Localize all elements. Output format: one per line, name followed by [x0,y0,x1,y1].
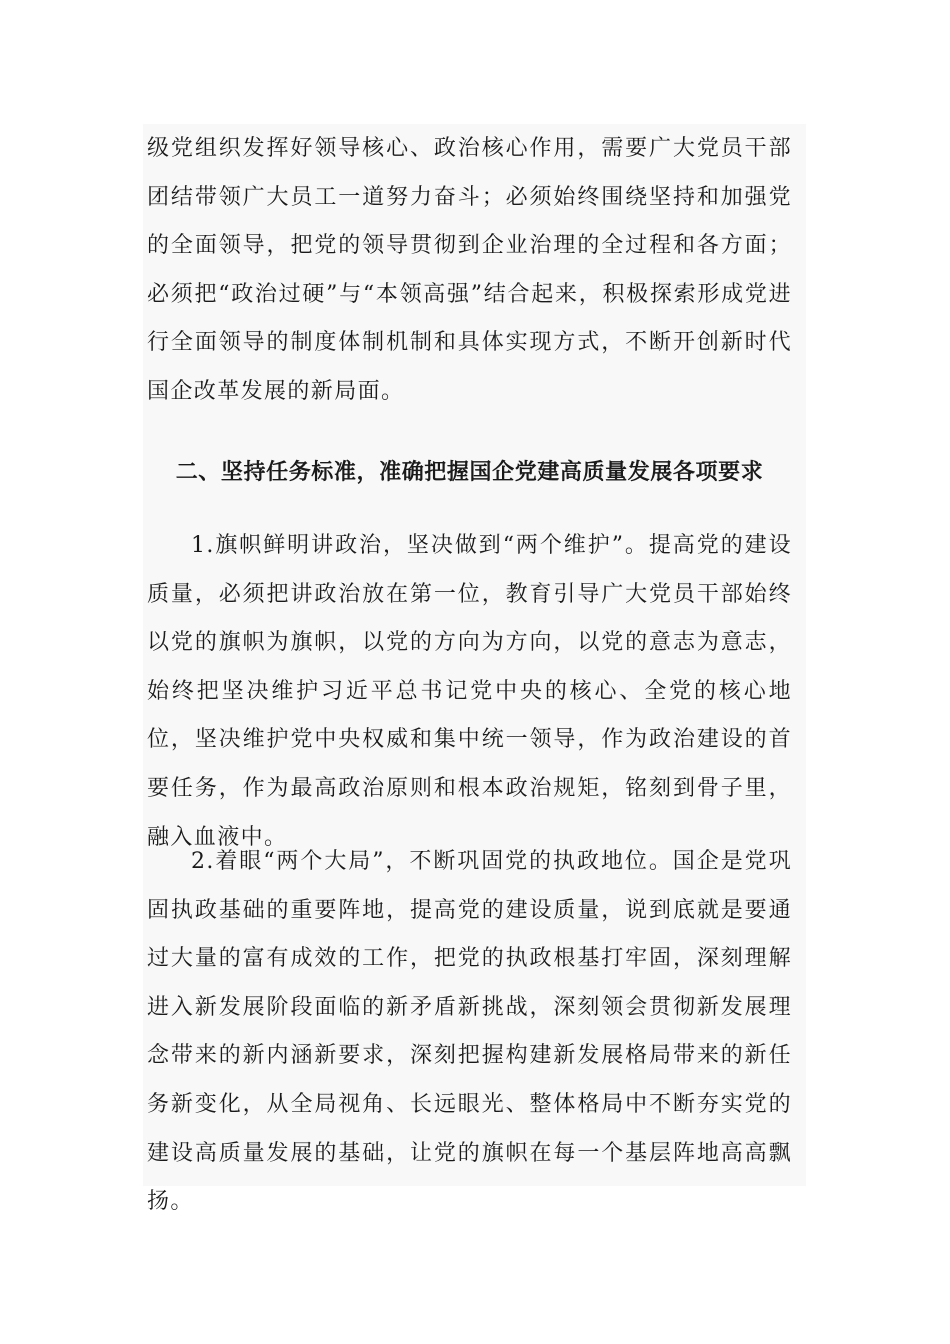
body-paragraph-item-2: 2.着眼“两个大局”，不断巩固党的执政地位。国企是党巩固执政基础的重要阵地，提高党的建设质量，说到底就是要通过大量的富有成效的工作，把党的执政根基打牢固，深刻理解进入新发展阶段面临的新矛盾新挑战，深刻领会贯彻新发展理念带来的新内涵新要求，深刻把握构建新发展格局带来的新任务新变化，从全局视角、长远眼光、整体格局中不断夯实党的建设高质量发展的基础，让党的旗帜在每一个基层阵地高高飘扬。 [147,849,792,1215]
body-paragraph: 级党组织发挥好领导核心、政治核心作用，需要广大党员干部团结带领广大员工一道努力奋斗；必须始终围绕坚持和加强党的全面领导，把党的领导贯彻到企业治理的全过程和各方面；必须把“政治过硬”与“本领高强”结合起来，积极探索形成党进行全面领导的制度体制机制和具体实现方式，不断开创新时代国企改革发展的新局面。 [147,136,792,404]
section-heading: 二、坚持任务标准，准确把握国企党建高质量发展各项要求 [175,460,764,485]
body-paragraph-item-1: 1.旗帜鲜明讲政治，坚决做到“两个维护”。提高党的建设质量，必须把讲政治放在第一位，教育引导广大党员干部始终以党的旗帜为旗帜，以党的方向为方向，以党的意志为意志，始终把坚决维护习近平总书记党中央的核心、全党的核心地位，坚决维护党中央权威和集中统一领导，作为政治建设的首要任务，作为最高政治原则和根本政治规矩，铭刻到骨子里，融入血液中。 [147,533,792,850]
